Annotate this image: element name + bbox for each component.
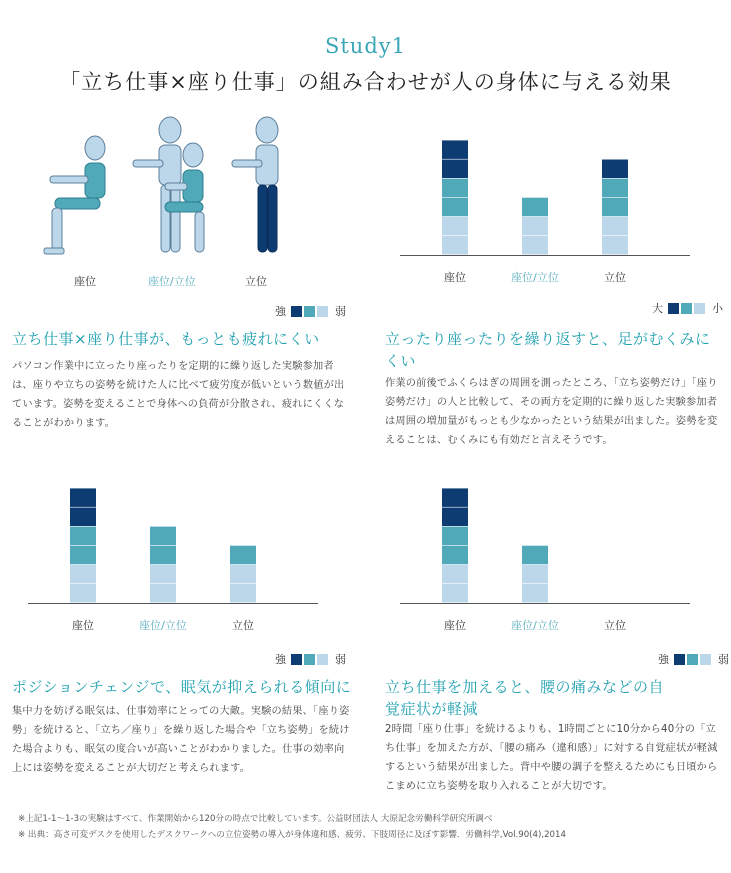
bar-block-light <box>70 565 96 584</box>
chart-sleepiness <box>28 488 318 638</box>
bar-block-light <box>70 584 96 603</box>
section-body-sleepiness: 集中力を妨げる眠気は、仕事効率にとっての大敵。実験の結果、「座り姿勢」を続けると、「立ち／座り」を繰り返した場合や「立ち姿勢」を続けた場合よりも、眠気の度合いが高いことがわかりました。仕事の効率向上には姿勢を変えることが大切だと考えられます。 <box>12 706 350 774</box>
section-heading-fatigue: 立ち仕事×座り仕事が、もっとも疲れにくい <box>12 330 320 348</box>
bar-block-light <box>522 236 548 255</box>
bar-block-dark <box>442 488 468 507</box>
legend-weak-label: 弱 <box>335 305 346 318</box>
bar-block-mid <box>522 546 548 565</box>
section-body-swelling: 作業の前後でふくらはぎの周囲を測ったところ、「立ち姿勢だけ」「座り姿勢だけ」の人と比較して、その両方を定期的に繰り返した実験参加者は周囲の増加量がもっとも少なかったという結果が出ました。姿勢を変えることは、むくみにも有効だと言えそうです。 <box>385 378 718 446</box>
category-tick-label: 座位 <box>444 271 466 284</box>
category-tick-label: 座位/立位 <box>511 271 559 284</box>
sit-stand-figure-icon <box>133 117 204 252</box>
bar-block-mid <box>602 198 628 217</box>
category-tick-label: 座位 <box>444 619 466 632</box>
legend-swelling <box>647 300 728 316</box>
chart-back-pain <box>400 488 690 638</box>
bar-block-mid <box>150 527 176 546</box>
legend-weak-label: 弱 <box>335 653 346 666</box>
section-body-fatigue: パソコン作業中に立ったり座ったりを定期的に繰り返した実験参加者は、座りや立ちの姿勢を続けた人に比べて疲労度が低いという数値が出ています。姿勢を変えることで身体への負荷が分散され、疲れにくくなることがわかります。 <box>12 361 345 429</box>
footnote-1: ※上記1-1〜1-3の実験はすべて、作業開始から120分の時点で比較しています。公益財団法人 大原記念労働科学研究所調べ <box>18 814 493 824</box>
bar-block-mid <box>602 179 628 198</box>
sitting-figure-icon <box>44 136 105 254</box>
figure-label-standing: 立位 <box>245 275 267 288</box>
bar-block-light <box>442 584 468 603</box>
section-heading-back-pain: 立ち仕事を加えると、腰の痛みなどの自覚症状が軽減 <box>385 678 665 718</box>
bar-block-light <box>522 565 548 584</box>
bar-block-dark <box>442 508 468 527</box>
bar-block-mid <box>442 527 468 546</box>
legend-swatch-dark <box>291 306 302 317</box>
chart-swelling-svg <box>400 140 690 290</box>
standing-figure-icon <box>232 117 278 252</box>
legend-strong-label: 強 <box>275 305 286 318</box>
legend-swatch-mid <box>687 654 698 665</box>
category-tick-label: 座位 <box>72 619 94 632</box>
chart-back-pain-svg <box>400 488 690 638</box>
study-label: Study1 <box>324 34 407 58</box>
bar-block-light <box>602 236 628 255</box>
page-title: 「立ち仕事×座り仕事」の組み合わせが人の身体に与える効果 <box>59 70 672 94</box>
legend-swatch-mid <box>304 654 315 665</box>
bar-block-light <box>230 584 256 603</box>
legend-weak-label: 弱 <box>718 653 729 666</box>
bar-block-mid <box>70 527 96 546</box>
bar-block-light <box>522 584 548 603</box>
section-heading-swelling: 立ったり座ったりを繰り返すと、足がむくみにくい <box>385 330 711 370</box>
legend-small-label: 小 <box>712 302 723 315</box>
bar-block-mid <box>442 198 468 217</box>
posture-figures <box>30 108 330 293</box>
legend-swatch-light <box>317 654 328 665</box>
bar-block-dark <box>70 508 96 527</box>
bar-block-light <box>522 217 548 236</box>
legend-swatch-mid <box>681 303 692 314</box>
legend-large-label: 大 <box>652 302 663 315</box>
legend-fatigue <box>270 303 351 319</box>
category-tick-label: 座位/立位 <box>139 619 187 632</box>
footnote-2: ※ 出典：高さ可変デスクを使用したデスクワークへの立位姿勢の導入が身体違和感、疲労、下肢周径に及ぼす影響．労働科学,Vol.90(4),2014 <box>18 830 566 840</box>
category-tick-label: 座位/立位 <box>511 619 559 632</box>
bar-block-light <box>442 565 468 584</box>
section-heading-sleepiness: ポジションチェンジで、眠気が抑えられる傾向に <box>12 678 352 696</box>
legend-swatch-light <box>700 654 711 665</box>
legend-sleepiness <box>270 651 351 667</box>
bar-block-mid <box>150 546 176 565</box>
bar-block-light <box>150 565 176 584</box>
bar-block-light <box>442 217 468 236</box>
bar-block-mid <box>442 546 468 565</box>
category-tick-label: 立位 <box>604 619 626 632</box>
section-body-back-pain: 2時間「座り仕事」を続けるよりも、1時間ごとに10分から40分の「立ち仕事」を加えた方が、「腰の痛み（違和感）」に対する自覚症状が軽減するという結果が出ました。背中や腰の調子を整えるためにも日頃からこまめに立ち姿勢を取り入れることが大切です。 <box>385 724 718 792</box>
legend-strong-label: 強 <box>658 653 669 666</box>
bar-block-mid <box>70 546 96 565</box>
bar-block-light <box>230 565 256 584</box>
legend-strong-label: 強 <box>275 653 286 666</box>
bar-block-dark <box>602 160 628 179</box>
figure-label-sit-stand: 座位/立位 <box>148 275 196 288</box>
bar-block-light <box>150 584 176 603</box>
chart-swelling <box>400 140 690 290</box>
bar-block-dark <box>442 140 468 159</box>
figure-label-sitting: 座位 <box>74 275 96 288</box>
bar-block-dark <box>442 160 468 179</box>
category-tick-label: 立位 <box>604 271 626 284</box>
legend-swatch-light <box>317 306 328 317</box>
bar-block-light <box>442 236 468 255</box>
bar-block-mid <box>522 198 548 217</box>
legend-swatch-mid <box>304 306 315 317</box>
legend-swatch-light <box>694 303 705 314</box>
bar-block-mid <box>230 546 256 565</box>
legend-back-pain <box>653 651 731 667</box>
category-tick-label: 立位 <box>232 619 254 632</box>
bar-block-light <box>602 217 628 236</box>
bar-block-dark <box>70 488 96 507</box>
legend-swatch-dark <box>674 654 685 665</box>
chart-sleepiness-svg <box>28 488 318 638</box>
legend-swatch-dark <box>668 303 679 314</box>
legend-swatch-dark <box>291 654 302 665</box>
bar-block-mid <box>442 179 468 198</box>
